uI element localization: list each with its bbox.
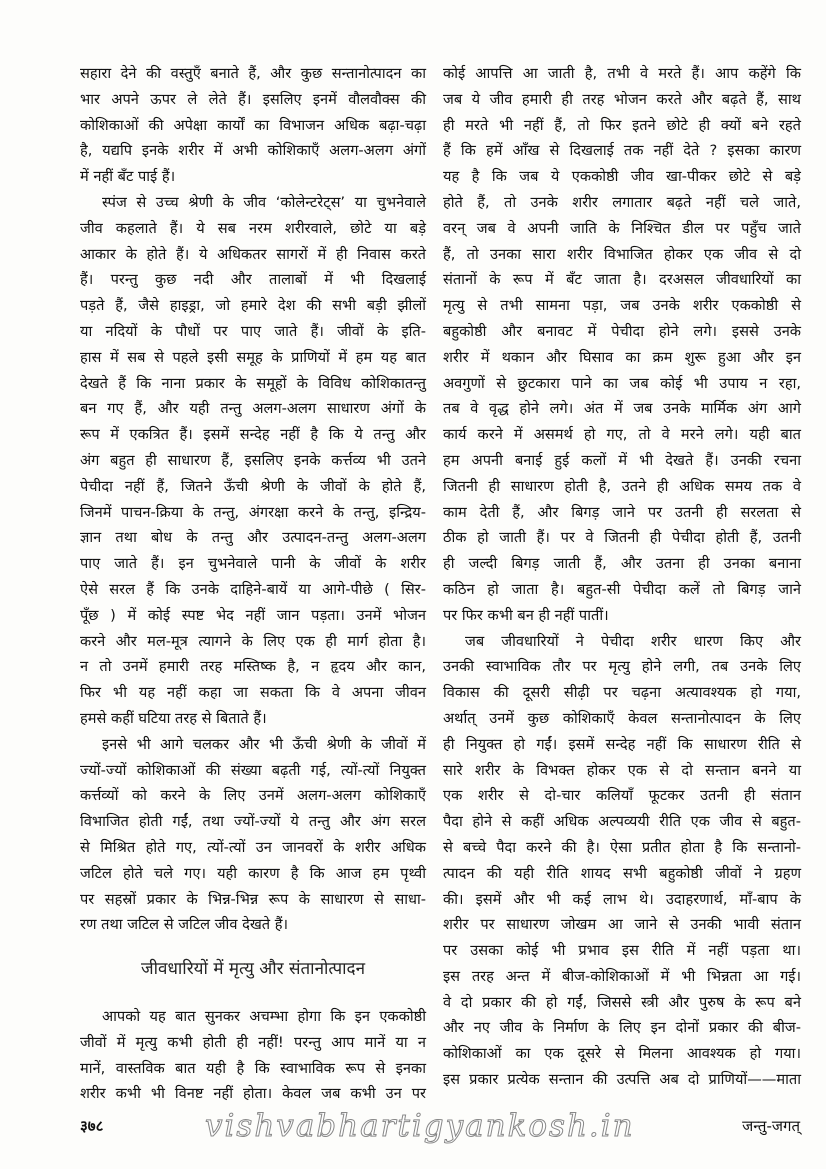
text-line: फिर भी यह नहीं कहा जा सकता कि वे अपना जीवन (80, 684, 426, 702)
text-line: पेचीदा नहीं हैं, जितने ऊँची श्रेणी के जीवों के होते हैं, (80, 477, 426, 495)
text-line: अंग बहुत ही साधारण हैं, इसलिए इनके कर्त्तव्य भी उतने (80, 451, 426, 469)
text-line: कोशिकाओं का एक दूसरे से मिलना आवश्यक हो गया। (443, 1045, 801, 1063)
text-line: अर्थात् उनमें कुछ कोशिकाएँ केवल सन्तानोत्पादन के लिए (443, 709, 801, 727)
text-line: हैं कि हमें आँख से दिखलाई तक नहीं देते ? इसका कारण (443, 142, 801, 160)
paragraph (443, 61, 801, 629)
paragraph (80, 1004, 426, 1107)
text-line: कर्त्तव्यों को करने के लिए उनमें अलग-अलग कोशिकाएँ (80, 787, 426, 805)
text-line: इस तरह अन्त में बीज-कोशिकाओं में भी भिन्नता आ गई। (443, 967, 801, 985)
text-line: कठिन हो जाता है। बहुत-सी पेचीदा कलें तो बिगड़ जाने (443, 580, 801, 598)
text-line: तब वे वृद्ध होने लगे। अंत में जब उनके मार्मिक अंग आगे (443, 400, 801, 418)
text-line: पूँछ ) में कोई स्पष्ट भेद नहीं जान पड़ता। उनमें भोजन (80, 606, 426, 624)
text-line: कोई आपत्ति आ जाती है, तभी वे मरते हैं। आप कहेंगे कि (443, 65, 801, 82)
text-line: अवगुणों से छुटकारा पाने का जब कोई भी उपाय न रहा, (443, 374, 801, 392)
paragraph (80, 732, 426, 938)
text-line: और नए जीव के निर्माण के लिए इन दोनों प्रकार की बीज- (443, 1019, 801, 1037)
text-line: भार अपने ऊपर ले लेते हैं। इसलिए इनमें वौलवौक्स की (80, 90, 426, 108)
text-line: जितनी ही साधारण होती है, उतने ही अधिक समय तक वे (443, 477, 801, 495)
text-line: हास में सब से पहले इसी समूह के प्राणियों में हम यह बात (80, 348, 426, 366)
text-line: वरन् जब वे अपनी जाति के निश्चित डील पर पहुँच जाते (443, 219, 801, 237)
text-line: जटिल होते चले गए। यही कारण है कि आज हम पृथ्वी (80, 864, 426, 882)
text-line: पर फिर कभी बन ही नहीं पातीं। (443, 606, 609, 624)
left-column (80, 61, 426, 1107)
text-line: एक शरीर से दो-चार कलियाँ फूटकर उतनी ही संतान (443, 787, 801, 805)
text-line: मृत्यु से तभी सामना पड़ा, जब उनके शरीर एककोष्ठी से (443, 297, 801, 315)
left-text-before-heading (80, 61, 426, 938)
text-line: रूप में एकत्रित हैं। इसमें सन्देह नहीं है कि ये तन्तु और (80, 426, 426, 444)
text-line: आपको यह बात सुनकर अचम्भा होगा कि इन एककोष्ठी (102, 1008, 426, 1026)
text-line: हम अपनी बनाई हुई कलों में भी देखते हैं। उनकी रचना (443, 451, 801, 469)
text-line: जीवों में मृत्यु कभी होती ही नहीं! परन्तु आप मानें या न (80, 1033, 426, 1051)
text-line: देखते हैं कि नाना प्रकार के समूहों के विविध कोशिकातन्तु (80, 374, 426, 392)
text-line: पैदा होने से कहीं अधिक अल्पव्ययी रीति एक जीव से बहुत- (443, 813, 801, 831)
text-line: संतानों के रूप में बँट जाता है। दरअसल जीवधारियों का (443, 271, 801, 289)
text-line: शरीर कभी भी विनष्ट नहीं होता। केवल जब कभी उन पर (80, 1085, 426, 1103)
right-column (443, 61, 801, 1093)
text-line: न तो उनमें हमारी तरह मस्तिष्क है, न हृदय और कान, (80, 658, 426, 676)
text-line: हैं, तो उनका सारा शरीर विभाजित होकर एक जीव से दो (443, 245, 801, 263)
text-line: जीव कहलाते हैं। ये सब नरम शरीरवाले, छोटे या बड़े (80, 219, 426, 237)
text-line: से मिश्रित होते गए, त्यों-त्यों उन जानवरों के शरीर अधिक (80, 838, 426, 856)
text-line: विकास की दूसरी सीढ़ी पर चढ़ना अत्यावश्यक हो गया, (443, 684, 801, 702)
text-line: यह है कि जब ये एककोष्ठी जीव खा-पीकर छोटे से बड़े (443, 168, 801, 186)
left-text-after-heading (80, 1004, 426, 1107)
text-line: जिनमें पाचन-क्रिया के तन्तु, अंगरक्षा करने के तन्तु, इन्द्रिय- (80, 503, 426, 521)
text-line: पाए जाते हैं। इन चुभनेवाले पानी के जीवों के शरीर (80, 555, 426, 573)
text-line: जब ये जीव हमारी ही तरह भोजन करते और बढ़ते हैं, साथ (443, 90, 801, 108)
page-number: ३७८ (80, 1117, 104, 1135)
text-line: काम देती हैं, और बिगड़ जाने पर उतनी ही सरलता से (443, 503, 801, 521)
text-line: ही मरते भी नहीं हैं, तो फिर इतने छोटे ही क्यों बने रहते (443, 116, 801, 134)
text-line: जब जीवधारियों ने पेचीदा शरीर धारण किए और (465, 632, 801, 650)
text-line: विभाजित होती गईं, तथा ज्यों-ज्यों ये तन्तु और अंग सरल (80, 813, 426, 831)
text-line: पड़ते हैं, जैसे हाइड्रा, जो हमारे देश की सभी बड़ी झीलों (80, 297, 426, 315)
paragraph (80, 190, 426, 732)
section-heading: जीवधारियों में मृत्यु और संतानोत्पादन (140, 959, 366, 980)
running-title: जन्तु-जगत् (742, 1117, 800, 1135)
text-line: करने और मल-मूत्र त्यागने के लिए एक ही मार्ग होता है। (80, 632, 426, 650)
text-line: हैं। परन्तु कुछ नदी और तालाबों में भी दिखलाई (80, 271, 426, 289)
text-line: वे दो प्रकार की हो गईं, जिससे स्त्री और पुरुष के रूप बने (443, 993, 801, 1011)
text-line: इस प्रकार प्रत्येक सन्तान की उत्पत्ति अब दो प्राणियों——माता (443, 1071, 801, 1089)
text-line: आकार के होते हैं। ये अधिकतर सागरों में ही निवास करते (80, 245, 426, 263)
text-line: बन गए हैं, और यही तन्तु अलग-अलग साधारण अंगों के (80, 400, 426, 418)
text-line: ज्ञान तथा बोध के तन्तु और उत्पादन-तन्तु अलग-अलग (80, 529, 426, 547)
text-line: में नहीं बँट पाई हैं। (80, 168, 176, 186)
text-line: होते हैं, तो उनके शरीर लगातार बढ़ते नहीं चले जाते, (443, 193, 801, 211)
text-line: कोशिकाओं की अपेक्षा कार्यों का विभाजन अधिक बढ़ा-चढ़ा (80, 116, 426, 134)
text-line: पर उसका कोई भी प्रभाव इस रीति में नहीं पड़ता था। (443, 942, 801, 960)
text-line: ऐसे सरल हैं कि उनके दाहिने-बायें या आगे-पीछे ( सिर- (80, 580, 426, 598)
text-line: बहुकोष्ठी और बनावट में पेचीदा होने लगे। इससे उनके (443, 322, 801, 340)
text-line: से बच्चे पैदा करने की है। ऐसा प्रतीत होता है कि सन्तानो- (443, 838, 801, 856)
text-line: की। इसमें और भी कई लाभ थे। उदाहरणार्थ, माँ-बाप के (443, 890, 801, 908)
text-line: हमसे कहीं घटिया तरह से बिताते हैं। (80, 709, 267, 727)
text-line: सहारा देने की वस्तुएँ बनाते हैं, और कुछ सन्तानोत्पादन का (80, 65, 426, 82)
watermark: vishvabhartigyankosh.in (205, 1108, 635, 1144)
text-line: मानें, वास्तविक बात यही है कि स्वाभाविक रूप से इनका (80, 1059, 426, 1077)
text-line: कार्य करने में असमर्थ हो गए, तो वे मरने लगे। यही बात (443, 426, 801, 444)
text-line: उनकी स्वाभाविक तौर पर मृत्यु होने लगी, तब उनके लिए (443, 658, 801, 676)
text-line: है, यद्यपि इनके शरीर में अभी कोशिकाएँ अलग-अलग अंगों (80, 142, 426, 160)
text-line: त्पादन की यही रीति शायद सभी बहुकोष्ठी जीवों ने ग्रहण (443, 864, 801, 882)
text-line: इनसे भी आगे चलकर और भी ऊँची श्रेणी के जीवों में (102, 735, 426, 753)
paragraph (443, 629, 801, 1093)
text-line: शरीर पर साधारण जोखम आ जाने से उनकी भावी संतान (443, 916, 801, 934)
text-line: पर सहस्रों प्रकार के भिन्न-भिन्न रूप के साधारण से साधा- (80, 890, 426, 908)
text-line: ही जल्दी बिगड़ जाती हैं, और उतना ही उनका बनाना (443, 555, 801, 573)
paragraph (80, 61, 426, 190)
text-line: शरीर में थकान और घिसाव का क्रम शुरू हुआ और इन (443, 348, 801, 366)
text-line: रण तथा जटिल से जटिल जीव देखते हैं। (80, 916, 289, 934)
text-line: सारे शरीर के विभक्त होकर एक से दो सन्तान बनने या (443, 761, 801, 779)
text-line: ठीक हो जाती हैं। पर वे जितनी ही पेचीदा होती हैं, उतनी (443, 529, 801, 547)
text-line: स्पंज से उच्च श्रेणी के जीव ‘कोलेन्टरेट्स’ या चुभनेवाले (102, 193, 426, 211)
text-line: ही नियुक्त हो गईं। इसमें सन्देह नहीं कि साधारण रीति से (443, 735, 801, 753)
text-line: ज्यों-ज्यों कोशिकाओं की संख्या बढ़ती गई, त्यों-त्यों नियुक्त (80, 761, 426, 779)
text-line: या नदियों के पौधों पर पाए जाते हैं। जीवों के इति- (80, 322, 426, 340)
